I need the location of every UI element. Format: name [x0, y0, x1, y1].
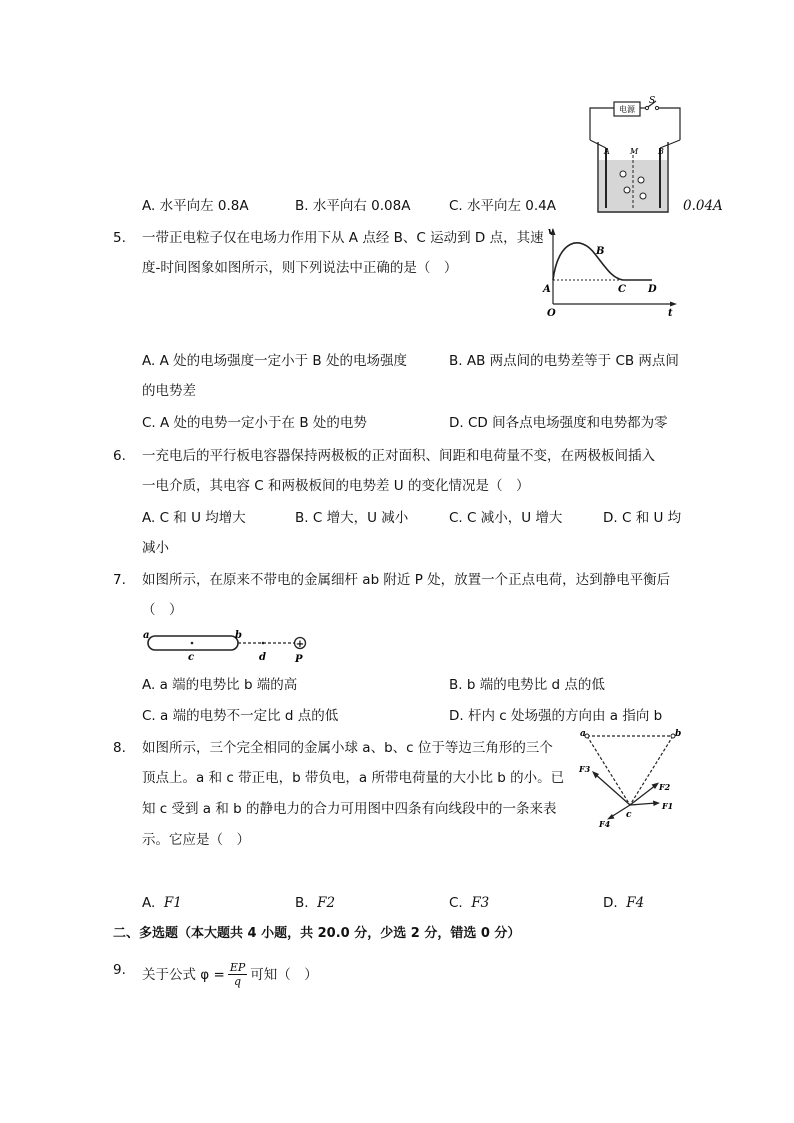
rod-end-b-label: b — [235, 630, 242, 641]
q5-option-c: C. A 处的电势一定小于在 B 处的电势 — [142, 415, 367, 431]
electrolysis-figure — [586, 98, 686, 216]
q8-line-2: 顶点上。a 和 c 带正电，b 带负电，a 所带电荷量的大小比 b 的小。已 — [142, 770, 565, 786]
f2-label: F2 — [659, 782, 671, 792]
q8-option-d: D. F4 — [603, 895, 645, 911]
q7-option-a: A. a 端的电势比 b 端的高 — [142, 677, 298, 693]
f4-label: F4 — [599, 819, 611, 829]
point-d-label: d — [259, 652, 266, 663]
plate-a-label: A — [604, 147, 610, 156]
switch-label: S — [649, 96, 656, 106]
metal-rod-figure — [140, 628, 315, 668]
q6-line-1: 一充电后的平行板电容器保持两极板的正对面积、间距和电荷量不变，在两极板间插入 — [142, 448, 655, 464]
q9-prefix: 关于公式 φ = — [142, 966, 225, 983]
q6-line-2: 一电介质，其电容 C 和两极板间的电势差 U 的变化情况是（ ） — [142, 478, 530, 494]
point-b-label: B — [596, 246, 605, 257]
q6-option-c: C. C 减小，U 增大 — [449, 510, 563, 526]
q5-option-b-cont: 的电势差 — [142, 383, 196, 399]
origin-label: O — [547, 308, 556, 319]
q6-number: 6. — [113, 448, 126, 464]
q7-option-b: B. b 端的电势比 d 点的低 — [449, 677, 605, 693]
point-c-label: C — [618, 284, 626, 295]
rod-end-a-label: a — [143, 630, 150, 641]
q8-line-1: 如图所示，三个完全相同的金属小球 a、b、c 位于等边三角形的三个 — [142, 740, 553, 756]
q8-option-b: B. F2 — [295, 895, 336, 911]
q9-fraction — [228, 961, 247, 988]
q4-option-c: C. 水平向左 0.4A — [449, 198, 557, 214]
point-a-label: A — [543, 284, 551, 295]
q5-line-1: 一带正电粒子仅在电场力作用下从 A 点经 B、C 运动到 D 点，其速 — [142, 230, 544, 246]
q6-option-a: A. C 和 U 均增大 — [142, 510, 246, 526]
v-axis-label: v — [548, 227, 554, 237]
q8-option-a: A. F1 — [142, 895, 182, 911]
q8-option-c: C. F3 — [449, 895, 490, 911]
q7-option-d: D. 杆内 c 处场强的方向由 a 指向 b — [449, 708, 663, 724]
q4-option-d: 0.04A — [683, 198, 723, 214]
q9-number: 9. — [113, 962, 126, 978]
triangle-forces-figure — [577, 728, 681, 828]
point-p-label: P — [295, 654, 303, 665]
rod-center-c-label: c — [188, 652, 195, 663]
q5-line-2: 度-时间图象如图所示，则下列说法中正确的是（ ） — [142, 260, 458, 276]
q9-suffix: 可知（ ） — [250, 966, 318, 983]
q4-option-a: A. 水平向左 0.8A — [142, 198, 249, 214]
section-heading-multiple-choice: 二、多选题（本大题共 4 小题，共 20.0 分，少选 2 分，错选 0 分） — [113, 926, 521, 941]
ball-b-label: b — [675, 729, 682, 739]
positive-charge-icon: + — [295, 639, 305, 650]
source-label: 电源 — [619, 105, 635, 114]
q8-number: 8. — [113, 740, 126, 756]
ball-a-label: a — [580, 729, 586, 739]
q4-option-b: B. 水平向右 0.08A — [295, 198, 411, 214]
q5-option-a: A. A 处的电场强度一定小于 B 处的电场强度 — [142, 353, 407, 369]
plate-b-label: B — [658, 147, 664, 156]
velocity-time-graph — [540, 226, 680, 318]
point-d-label: D — [648, 284, 657, 295]
q7-option-c: C. a 端的电势不一定比 d 点的低 — [142, 708, 339, 724]
q9-stem — [142, 961, 318, 988]
q6-option-d-cont: 减小 — [142, 540, 169, 556]
ball-c-label: c — [626, 810, 632, 820]
f1-label: F1 — [662, 801, 674, 811]
q6-option-d: D. C 和 U 均 — [603, 510, 682, 526]
q7-line-2: （ ） — [142, 602, 183, 618]
q5-number: 5. — [113, 230, 126, 246]
q8-line-3: 知 c 受到 a 和 b 的静电力的合力可用图中四条有向线段中的一条来表 — [142, 801, 557, 817]
q7-line-1: 如图所示，在原来不带电的金属细杆 ab 附近 P 处，放置一个正点电荷，达到静电平衡后 — [142, 572, 671, 588]
q9-numerator: EP — [229, 961, 246, 974]
q8-line-4: 示。它应是（ ） — [142, 832, 250, 848]
membrane-label: M — [630, 147, 639, 156]
t-axis-label: t — [668, 308, 673, 319]
q9-denominator: q — [234, 975, 242, 988]
q6-option-b: B. C 增大，U 减小 — [295, 510, 409, 526]
q5-option-b: B. AB 两点间的电势差等于 CB 两点间 — [449, 353, 679, 369]
q7-number: 7. — [113, 572, 126, 588]
f3-label: F3 — [579, 764, 591, 774]
q5-option-d: D. CD 间各点电场强度和电势都为零 — [449, 415, 668, 431]
